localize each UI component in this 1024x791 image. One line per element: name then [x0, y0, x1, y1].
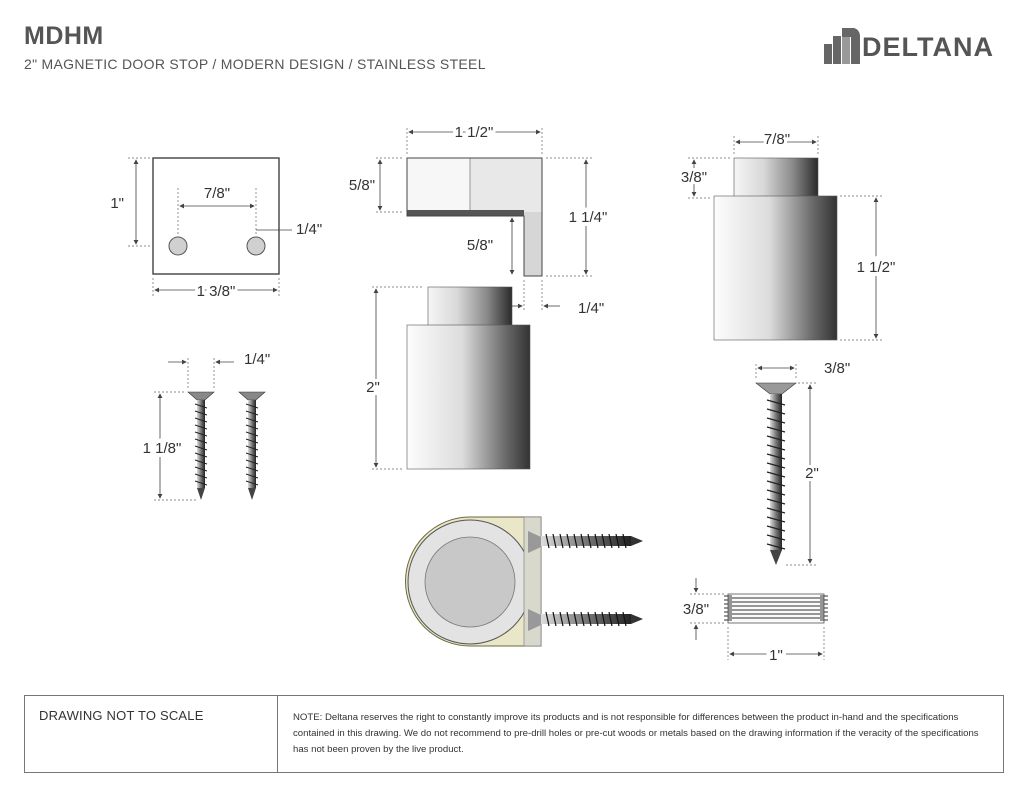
assembled-side-view — [406, 517, 644, 646]
page-title: MDHM — [24, 22, 104, 50]
dim-hook-inner: 5/8" — [466, 237, 494, 254]
dim-spacer-height: 3/8" — [682, 601, 710, 618]
dim-hook-height: 1 1/4" — [568, 209, 608, 226]
plate-hole-left — [169, 237, 187, 255]
dim-screw-length: 1 1/8" — [142, 440, 182, 457]
side-screw-bottom — [528, 609, 643, 631]
dim-screw-head: 1/4" — [244, 351, 271, 368]
dim-plate-hole-spacing: 7/8" — [203, 185, 231, 202]
dim-hook-top: 5/8" — [348, 177, 376, 194]
dim-plate-width: 1 3/8" — [196, 283, 236, 300]
scale-label: DRAWING NOT TO SCALE — [39, 708, 204, 723]
dim-plate-hole: 1/4" — [296, 221, 323, 238]
mounting-plate — [110, 158, 322, 300]
magnet-unit — [681, 131, 895, 340]
dim-spacer-width: 1" — [769, 647, 783, 664]
dim-magnet-body-height: 1 1/2" — [856, 259, 896, 276]
dim-plate-height: 1" — [110, 195, 124, 212]
door-stop-body — [366, 287, 530, 469]
small-screws — [143, 351, 271, 500]
dim-hook-gap: 1/4" — [578, 300, 605, 317]
notes-box — [24, 695, 1004, 773]
small-screw-1 — [188, 392, 214, 500]
plate-hole-right — [247, 237, 265, 255]
dim-long-screw-head: 3/8" — [824, 360, 851, 377]
page-subtitle: 2" MAGNETIC DOOR STOP / MODERN DESIGN / STAINLESS STEEL — [24, 56, 486, 72]
small-screw-2 — [239, 392, 265, 500]
threaded-spacer — [683, 578, 828, 664]
dim-hook-width: 1 1/2" — [454, 124, 494, 141]
dim-stop-height: 2" — [366, 379, 380, 396]
dim-magnet-top-height: 3/8" — [680, 169, 708, 186]
long-screw — [756, 360, 850, 565]
side-screw-top — [528, 531, 643, 553]
scale-cell — [25, 696, 278, 772]
brand-name: DELTANA — [862, 32, 994, 62]
dim-long-screw-length: 2" — [805, 465, 819, 482]
disclaimer-text: NOTE: Deltana reserves the right to constantly improve its products and is not responsible for differences between the product in-hand and the specifications contained in this drawing. We do not recommend to pre-drill holes or pre-cut woods or metals based on the drawing information if the veracity of the specifications has not been proven by the live product. — [293, 712, 979, 755]
dim-magnet-top-width: 7/8" — [763, 131, 791, 148]
